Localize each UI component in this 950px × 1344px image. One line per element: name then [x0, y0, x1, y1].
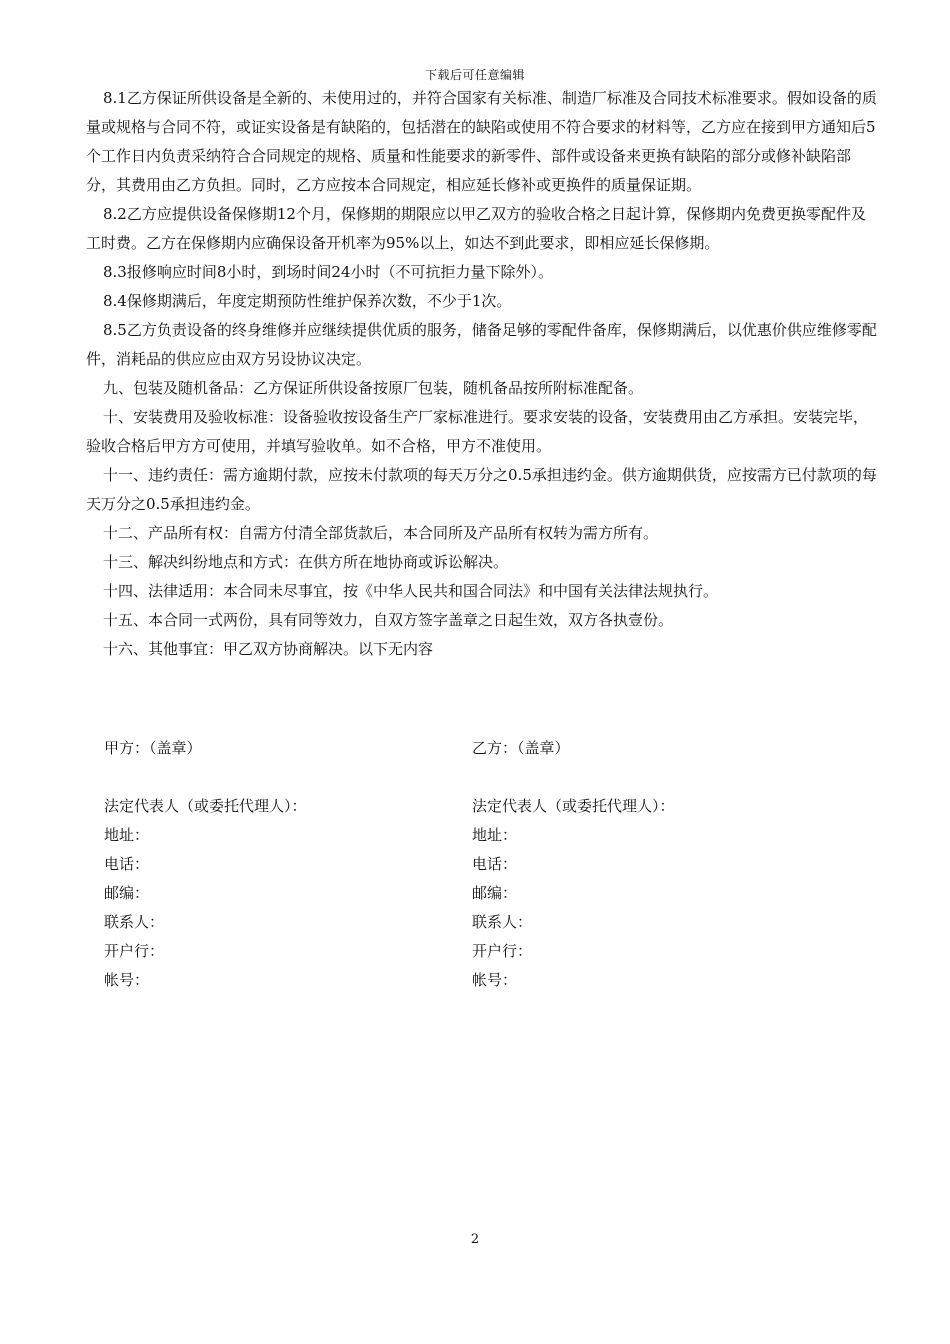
- signature-address-row: [104, 821, 864, 850]
- signature-postcode-row: [104, 879, 864, 908]
- party-b-bank: 开户行：: [472, 942, 533, 960]
- clause-10-installation: 十、安装费用及验收标准：设备验收按设备生产厂家标准进行。要求安装的设备，安装费用由乙方承担。安装完毕，验收合格后甲方方可使用，并填写验收单。如不合格，甲方不准使用。: [86, 408, 869, 455]
- signature-spacer: [104, 763, 864, 792]
- signature-block: [104, 734, 864, 995]
- clause-12-ownership: 十二、产品所有权：自需方付清全部货款后，本合同所及产品所有权转为需方所有。: [103, 524, 659, 542]
- party-a-phone: 电话：: [104, 855, 150, 873]
- party-a-representative: 法定代表人（或委托代理人）：: [104, 797, 307, 815]
- party-a-contact: 联系人：: [104, 913, 165, 931]
- clause-8-5: 8.5乙方负责设备的终身维修并应继续提供优质的服务，储备足够的零配件备库，保修期满后，以优惠价供应维修零配件，消耗品的供应应由双方另设协议决定。: [86, 321, 877, 368]
- signature-title-row: [104, 734, 864, 763]
- clause-8-1: 8.1乙方保证所供设备是全新的、未使用过的，并符合国家有关标准、制造厂标准及合同技术标准要求。假如设备的质量或规格与合同不符，或证实设备是有缺陷的，包括潜在的缺陷或使用不符合要求的材料等，乙方应在接到甲方通知后5个工作日内负责采纳符合合同规定的规格、质量和性能要求的新零件、部件或设备来更换有缺陷的部分或修补缺陷部分，其费用由乙方负担。同时，乙方应按本合同规定，相应延长修补或更换件的质量保证期。: [86, 89, 877, 194]
- clause-11-liability: 十一、违约责任：需方逾期付款，应按未付款项的每天万分之0.5承担违约金。供方逾期供货，应按需方已付款项的每天万分之0.5承担违约金。: [86, 466, 877, 513]
- signature-representative-row: [104, 792, 864, 821]
- party-a-postcode: 邮编：: [104, 884, 150, 902]
- party-b-address: 地址：: [472, 826, 518, 844]
- signature-account-row: [104, 966, 864, 995]
- party-b-postcode: 邮编：: [472, 884, 518, 902]
- party-b-account: 帐号：: [472, 971, 518, 989]
- clause-13-disputes: 十三、解决纠纷地点和方式：在供方所在地协商或诉讼解决。: [103, 553, 509, 571]
- signature-phone-row: [104, 850, 864, 879]
- party-b-representative: 法定代表人（或委托代理人）：: [472, 797, 675, 815]
- header-note: 下载后可任意编辑: [424, 68, 525, 82]
- page-number: 2: [470, 1232, 480, 1247]
- clause-15-copies: 十五、本合同一式两份，具有同等效力，自双方签字盖章之日起生效，双方各执壹份。: [103, 611, 674, 629]
- party-b-phone: 电话：: [472, 855, 518, 873]
- signature-bank-row: [104, 937, 864, 966]
- signature-contact-row: [104, 908, 864, 937]
- clause-9-packaging: 九、包装及随机备品：乙方保证所供设备按原厂包装，随机备品按所附标准配备。: [103, 379, 644, 397]
- party-b-title: 乙方：（盖章）: [472, 739, 570, 757]
- party-a-title: 甲方：（盖章）: [104, 739, 202, 757]
- contract-body: [86, 84, 878, 664]
- clause-8-4: 8.4保修期满后，年度定期预防性维护保养次数，不少于1次。: [103, 292, 512, 310]
- party-a-bank: 开户行：: [104, 942, 165, 960]
- clause-8-2: 8.2乙方应提供设备保修期12个月，保修期的期限应以甲乙双方的验收合格之日起计算，保修期内免费更换零配件及工时费。乙方在保修期内应确保设备开机率为95%以上，如达不到此要求，即相应延长保修期。: [86, 205, 866, 252]
- clause-8-3: 8.3报修响应时间8小时，到场时间24小时（不可抗拒力量下除外）。: [103, 263, 553, 281]
- clause-16-other: 十六、其他事宜：甲乙双方协商解决。以下无内容: [103, 640, 434, 658]
- party-a-account: 帐号：: [104, 971, 150, 989]
- party-a-address: 地址：: [104, 826, 150, 844]
- party-b-contact: 联系人：: [472, 913, 533, 931]
- clause-14-law: 十四、法律适用：本合同未尽事宜，按《中华人民共和国合同法》和中国有关法律法规执行。: [103, 582, 719, 600]
